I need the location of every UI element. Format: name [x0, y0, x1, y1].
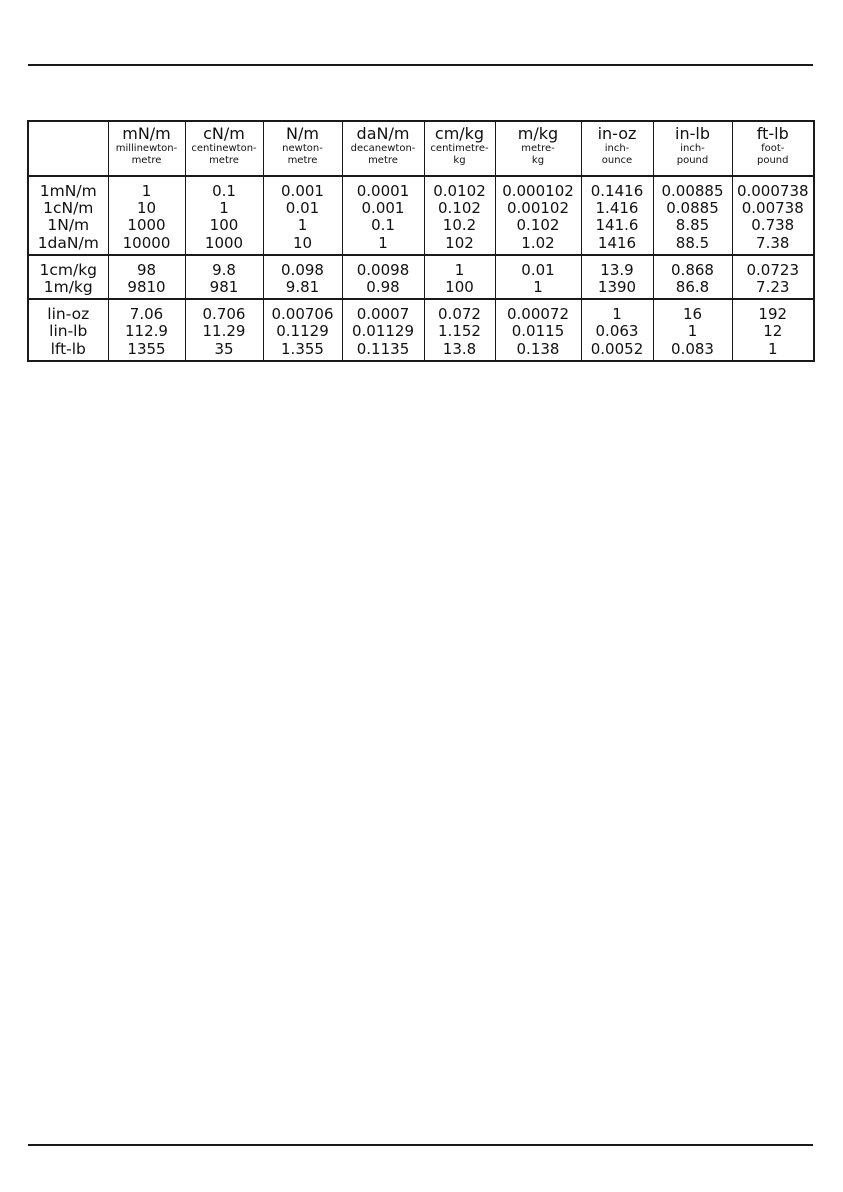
conversion-value: 0.868: [671, 260, 714, 279]
conversion-value: 112.9: [125, 322, 168, 341]
conversion-value: 0.01: [521, 260, 555, 279]
conversion-value: 1390: [597, 278, 637, 297]
table-header: [28, 121, 814, 176]
value-cell: [653, 299, 732, 361]
conversion-value: 0.00072: [506, 305, 570, 324]
row-label-cell: [28, 299, 108, 361]
column-unit-name: pound: [757, 155, 789, 166]
column-header-8: [732, 121, 814, 176]
value-cell: [263, 299, 342, 361]
conversion-value: 0.138: [516, 339, 560, 358]
value-cell: [732, 255, 814, 299]
conversion-value: 0.0115: [511, 322, 565, 341]
conversion-value: 0.00706: [271, 305, 334, 324]
conversion-value: 1: [533, 278, 543, 297]
row-label: lin-oz: [47, 305, 90, 324]
value-cell: [108, 176, 185, 255]
conversion-value: 1.02: [521, 233, 555, 252]
conversion-value: 0.001: [281, 182, 324, 200]
conversion-value: 0.00885: [661, 182, 724, 200]
conversion-value: 0.063: [595, 322, 639, 341]
conversion-value: 98: [136, 260, 157, 279]
table-row: [28, 299, 814, 361]
column-unit-name: kg: [453, 155, 466, 166]
value-cell: [581, 176, 653, 255]
conversion-value: 0.1129: [276, 322, 329, 341]
value-cell: [495, 255, 581, 299]
conversion-value: 8.85: [675, 216, 710, 235]
conversion-value: 981: [209, 278, 239, 297]
table-row: [28, 176, 814, 255]
value-cell: [342, 176, 424, 255]
conversion-value: 1: [378, 233, 388, 252]
conversion-value: 0.706: [202, 305, 246, 324]
conversion-value: 35: [214, 339, 234, 358]
value-cell: [342, 299, 424, 361]
row-label: 1mN/m: [39, 182, 97, 200]
row-group-2: [28, 299, 814, 361]
column-unit-symbol: mN/m: [122, 124, 171, 143]
column-unit-name: metre: [368, 155, 398, 166]
conversion-value: 0.1135: [356, 339, 410, 358]
conversion-value: 1: [219, 199, 229, 218]
conversion-value: 88.5: [675, 233, 710, 252]
value-cell: [495, 176, 581, 255]
row-group-0: [28, 176, 814, 255]
column-header-3: [342, 121, 424, 176]
value-cell: [732, 299, 814, 361]
column-unit-name: decanewton-: [350, 143, 416, 154]
row-label: 1cm/kg: [39, 260, 98, 279]
column-header-6: [581, 121, 653, 176]
conversion-value: 11.29: [202, 322, 246, 341]
column-unit-name: metre: [209, 155, 239, 166]
conversion-value: 0.083: [671, 339, 714, 358]
conversion-value: 86.8: [675, 278, 710, 297]
column-unit-symbol: in-lb: [675, 124, 710, 143]
conversion-value: 13.9: [600, 260, 634, 279]
conversion-value: 100: [209, 216, 239, 235]
column-header-2: [263, 121, 342, 176]
column-header-0: [108, 121, 185, 176]
column-unit-symbol: daN/m: [356, 124, 410, 143]
value-cell: [581, 299, 653, 361]
conversion-value: 0.0001: [356, 182, 410, 200]
column-unit-name: metre: [287, 155, 318, 166]
conversion-value: 0.001: [361, 199, 405, 218]
conversion-value: 0.1: [371, 216, 395, 235]
value-cell: [424, 176, 495, 255]
column-unit-name: kg: [531, 155, 545, 166]
conversion-value: 0.0885: [666, 199, 719, 218]
conversion-value: 0.102: [516, 216, 560, 235]
conversion-value: 12: [763, 322, 783, 341]
column-unit-name: ounce: [601, 155, 633, 166]
conversion-value: 0.0723: [746, 260, 799, 279]
value-cell: [495, 299, 581, 361]
conversion-value: 100: [445, 278, 474, 297]
value-cell: [185, 176, 263, 255]
column-unit-name: centinewton-: [191, 143, 257, 154]
conversion-value: 7.38: [756, 233, 790, 252]
unit-conversion-table: [27, 120, 815, 362]
conversion-value: 1000: [204, 233, 244, 252]
row-label: 1cN/m: [43, 199, 94, 218]
conversion-value: 0.1416: [590, 182, 644, 200]
row-label-cell: [28, 176, 108, 255]
conversion-value: 0.0052: [590, 339, 644, 358]
conversion-value: 0.0098: [356, 260, 410, 279]
column-unit-name: millinewton-: [115, 143, 178, 154]
conversion-value: 1355: [127, 339, 166, 358]
conversion-value: 0.1: [212, 182, 236, 200]
conversion-value: 102: [445, 233, 474, 252]
column-header-7: [653, 121, 732, 176]
value-cell: [108, 299, 185, 361]
top-rule: [28, 64, 813, 66]
conversion-value: 10: [292, 233, 313, 252]
header-row: [28, 121, 814, 176]
column-unit-symbol: N/m: [286, 124, 319, 143]
column-unit-name: newton-: [282, 143, 323, 154]
conversion-value: 0.01129: [351, 322, 415, 341]
column-unit-symbol: cm/kg: [434, 124, 485, 143]
column-unit-name: foot-: [761, 143, 785, 154]
conversion-value: 1.152: [438, 322, 481, 341]
value-cell: [185, 299, 263, 361]
conversion-value: 0.00738: [741, 199, 804, 218]
conversion-value: 0.0102: [433, 182, 486, 200]
value-cell: [424, 299, 495, 361]
conversion-value: 10.2: [442, 216, 477, 235]
value-cell: [263, 255, 342, 299]
conversion-value: 0.000738: [736, 182, 809, 200]
column-unit-name: inch-: [680, 143, 705, 154]
row-label: lft-lb: [50, 339, 86, 358]
value-cell: [653, 255, 732, 299]
conversion-value: 1000: [127, 216, 166, 235]
conversion-value: 1: [687, 322, 698, 341]
value-cell: [263, 176, 342, 255]
conversion-value: 141.6: [595, 216, 639, 235]
column-unit-symbol: in-oz: [597, 124, 637, 143]
value-cell: [653, 176, 732, 255]
corner-cell: [28, 121, 108, 176]
column-unit-name: centimetre-: [430, 143, 489, 154]
column-unit-symbol: cN/m: [203, 124, 245, 143]
conversion-value: 9.81: [285, 278, 320, 297]
value-cell: [581, 255, 653, 299]
conversion-value: 0.098: [281, 260, 324, 279]
bottom-rule: [28, 1144, 813, 1146]
conversion-value: 0.98: [366, 278, 400, 297]
conversion-value: 1: [454, 260, 465, 279]
conversion-value: 10000: [122, 233, 171, 252]
conversion-value: 1416: [597, 233, 637, 252]
column-unit-symbol: m/kg: [517, 124, 559, 143]
column-unit-name: metre-: [521, 143, 555, 154]
conversion-value: 1.355: [281, 339, 324, 358]
conversion-value: 0.00102: [506, 199, 570, 218]
row-label: 1daN/m: [37, 233, 99, 252]
value-cell: [185, 255, 263, 299]
conversion-value: 192: [758, 305, 788, 324]
conversion-value: 0.0007: [356, 305, 410, 324]
column-unit-name: pound: [676, 155, 709, 166]
value-cell: [108, 255, 185, 299]
conversion-value: 7.06: [129, 305, 164, 324]
column-unit-symbol: ft-lb: [756, 124, 789, 143]
row-label-cell: [28, 255, 108, 299]
value-cell: [342, 255, 424, 299]
row-label: 1N/m: [47, 216, 90, 235]
conversion-value: 10: [136, 199, 157, 218]
conversion-value: 7.23: [756, 278, 790, 297]
value-cell: [424, 255, 495, 299]
conversion-value: 9810: [127, 278, 166, 297]
column-header-1: [185, 121, 263, 176]
conversion-value: 0.738: [751, 216, 795, 235]
conversion-value: 16: [682, 305, 703, 324]
row-label: lin-lb: [49, 322, 88, 341]
row-label: 1m/kg: [43, 278, 93, 297]
conversion-value: 13.8: [442, 339, 477, 358]
conversion-value: 1: [141, 182, 152, 200]
conversion-value: 9.8: [212, 260, 236, 279]
conversion-value: 1: [297, 216, 308, 235]
conversion-value: 1.416: [595, 199, 639, 218]
conversion-value: 0.000102: [502, 182, 574, 200]
column-header-5: [495, 121, 581, 176]
conversion-value: 0.01: [285, 199, 320, 218]
conversion-value: 1: [612, 305, 622, 324]
conversion-value: 1: [767, 339, 778, 358]
row-group-1: [28, 255, 814, 299]
column-header-4: [424, 121, 495, 176]
column-unit-name: inch-: [604, 143, 630, 154]
table-row: [28, 255, 814, 299]
conversion-value: 0.102: [438, 199, 481, 218]
conversion-value: 0.072: [438, 305, 481, 324]
column-unit-name: metre: [131, 155, 162, 166]
value-cell: [732, 176, 814, 255]
